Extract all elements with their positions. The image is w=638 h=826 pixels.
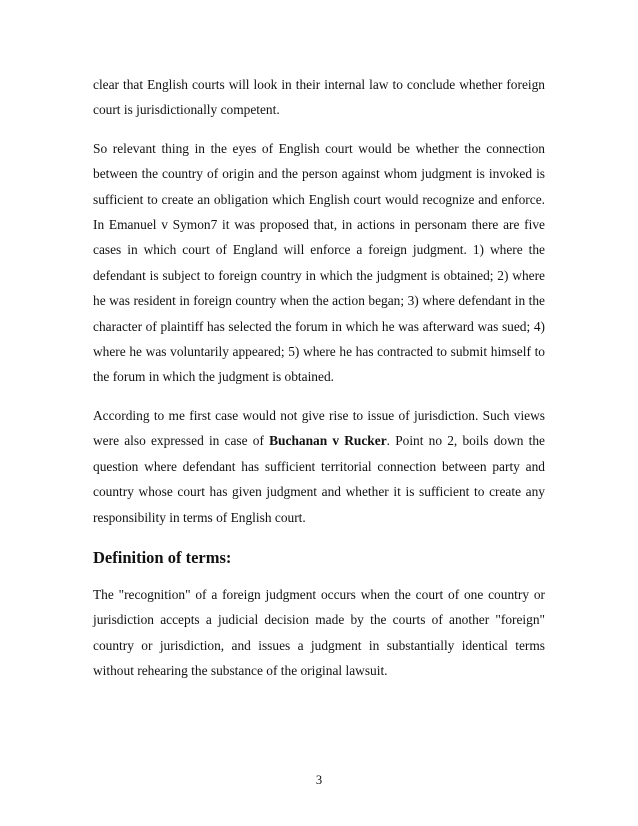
case-name: Buchanan v Rucker xyxy=(269,433,387,449)
page-number: 3 xyxy=(315,773,323,787)
paragraph-english-court: So relevant thing in the eyes of English court would be whether the connection between the country of origin and the person against whom judgment is invoked is sufficient to create an obligation which English court would recognize and enforce. In Emanuel v Symon7 it was proposed that, in actions in personam there are five cases in which court of England will enforce a foreign judgment. 1) where the defendant is subject to foreign country in which the judgment is obtained; 2) where he was resident in foreign country when the action began; 3) where defendant in the character of plaintiff has selected the forum in which he was afterward was sued; 4) where he was voluntarily appeared; 5) where he has contracted to submit himself to the forum in which the judgment is obtained. xyxy=(93,140,545,385)
page-body xyxy=(93,72,545,684)
paragraph-first-case xyxy=(93,403,545,530)
section-heading: Definition of terms: xyxy=(93,547,232,567)
paragraph-continuation: clear that English courts will look in their internal law to conclude whether foreign court is jurisdictionally competent. xyxy=(93,77,545,118)
paragraph-definition: The "recognition" of a foreign judgment occurs when the court of one country or jurisdiction accepts a judicial decision made by the courts of another "foreign" country or jurisdiction, and issues a judgment in substantially identical terms without rehearing the substance of the original lawsuit. xyxy=(93,586,545,679)
paragraph-first-case-lead: According to me first case would not give rise to issue of jurisdiction. Such views were also expressed in case of xyxy=(93,407,545,449)
paragraph-first-case-rest: . Point no 2, boils down the question where defendant has sufficient territorial connection between party and country whose court has given judgment and whether it is sufficient to create any responsibility in terms of English court. xyxy=(93,433,545,525)
